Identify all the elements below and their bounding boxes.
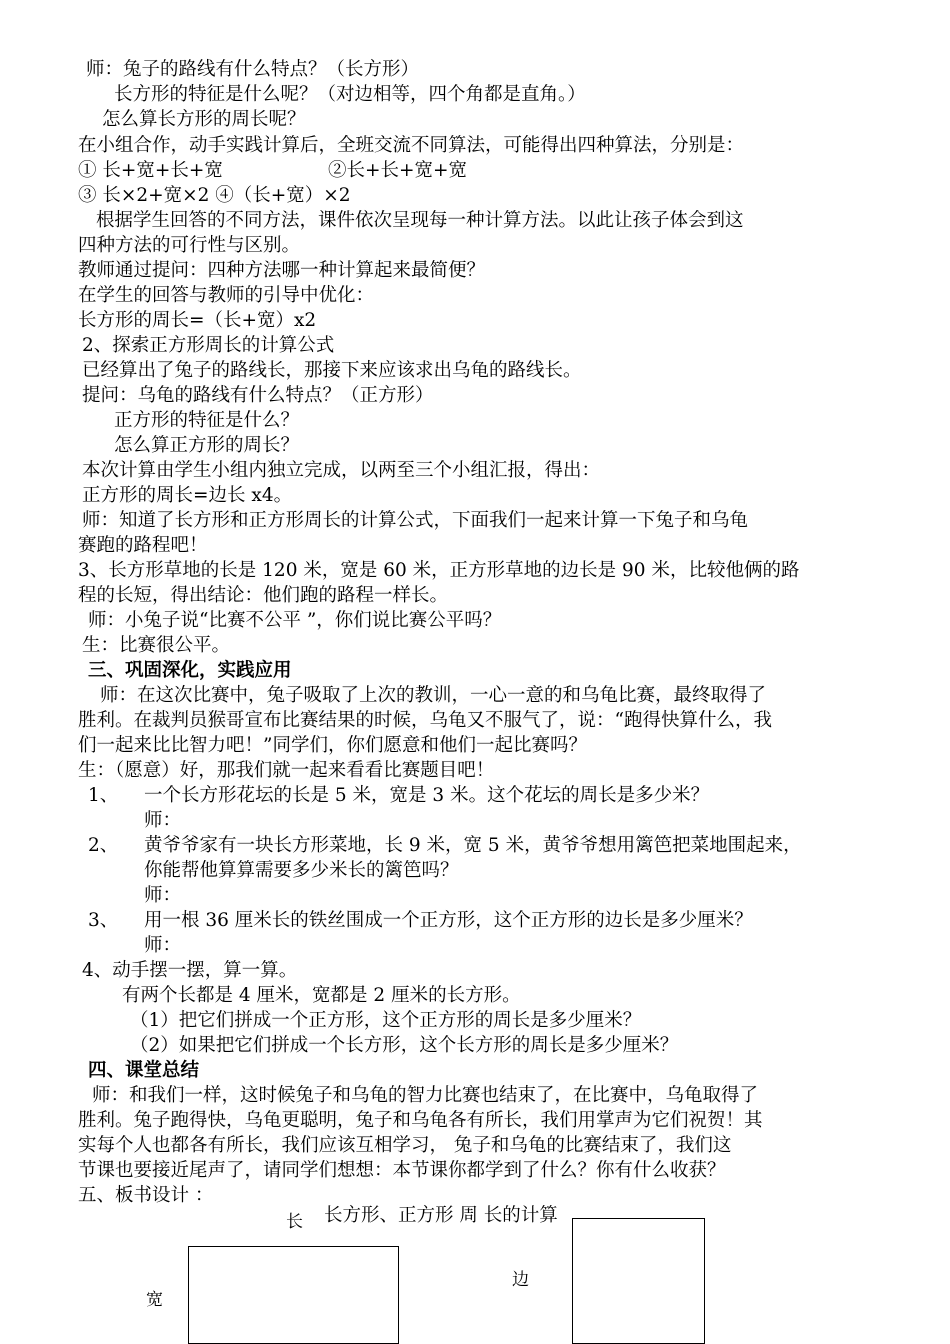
text-line: 3、长方形草地的长是 120 米，宽是 60 米，正方形草地的边长是 90 米，比较他俩的路: [78, 560, 800, 581]
text-line: 怎么算正方形的周长？: [114, 435, 300, 456]
text-line: 在小组合作，动手实践计算后，全班交流不同算法，可能得出四种算法，分别是：: [78, 135, 745, 156]
text-line: 本次计算由学生小组内独立完成，以两至三个小组汇报，得出：: [82, 460, 601, 481]
text-line: 生：比赛很公平。: [82, 635, 231, 656]
text-line: 根据学生回答的不同方法，课件依次呈现每一种计算方法。以此让孩子体会到这: [96, 210, 744, 231]
text-line: 师：: [144, 885, 182, 906]
text-line: 师：: [144, 935, 182, 956]
text-line: ②长+长+宽+宽: [328, 160, 468, 181]
square-side-label: 边: [512, 1270, 529, 1290]
text-line: （2）如果把它们拼成一个长方形，这个长方形的周长是多少厘米？: [130, 1035, 679, 1056]
text-line: 你能帮他算算需要多少米长的篱笆吗？: [144, 860, 459, 881]
text-line: （1）把它们拼成一个正方形，这个正方形的周长是多少厘米？: [130, 1010, 642, 1031]
text-line: 正方形的周长=边长 x4。: [82, 485, 293, 506]
text-line: 程的长短，得出结论：他们跑的路程一样长。: [78, 585, 449, 606]
text-line: 2、探索正方形周长的计算公式: [82, 335, 335, 356]
text-line: 胜利。在裁判员猴哥宣布比赛结果的时候，乌龟又不服气了，说：“跑得快算什么，我: [78, 710, 772, 731]
list-number: 2、: [88, 835, 119, 856]
rectangle-figure: [188, 1246, 399, 1344]
rect-length-label: 长: [286, 1212, 303, 1232]
text-line: 节课也要接近尾声了，请同学们想想：本节课你都学到了什么？你有什么收获？: [78, 1160, 726, 1181]
text-line: 四种方法的可行性与区别。: [78, 235, 301, 256]
rect-width-label: 宽: [146, 1290, 163, 1310]
text-line: 师：和我们一样，这时候兔子和乌龟的智力比赛也结束了，在比赛中，乌龟取得了: [92, 1085, 759, 1106]
text-line: 一个长方形花坛的长是 5 米，宽是 3 米。这个花坛的周长是多少米？: [144, 785, 710, 806]
text-line: 长方形的周长=（长+宽）x2: [78, 310, 317, 331]
text-line: 正方形的特征是什么？: [114, 410, 300, 431]
text-line: 赛跑的路程吧！: [78, 535, 208, 556]
text-line: 提问：乌龟的路线有什么特点？（正方形）: [82, 385, 434, 406]
section-heading: 三、巩固深化，实践应用: [88, 660, 292, 681]
text-line: 长方形的特征是什么呢？（对边相等，四个角都是直角。）: [114, 84, 586, 105]
board-title: 长方形、正方形 周 长的计算: [324, 1205, 558, 1226]
list-number: 3、: [88, 910, 119, 931]
text-line: 们一起来比比智力吧！”同学们，你们愿意和他们一起比赛吗？: [78, 735, 587, 756]
text-line: 已经算出了兔子的路线长，那接下来应该求出乌龟的路线长。: [82, 360, 582, 381]
text-line: 有两个长都是 4 厘米，宽都是 2 厘米的长方形。: [122, 985, 521, 1006]
square-figure: [572, 1218, 705, 1344]
text-line: 4、动手摆一摆，算一算。: [82, 960, 298, 981]
text-line: 师：: [144, 810, 182, 831]
text-line: ① 长+宽+长+宽: [78, 160, 223, 181]
text-line: 怎么算长方形的周长呢？: [102, 109, 306, 130]
text-line: 在学生的回答与教师的引导中优化：: [78, 285, 375, 306]
text-line: 师：在这次比赛中，兔子吸取了上次的教训，一心一意的和乌龟比赛，最终取得了: [100, 685, 767, 706]
text-line: 用一根 36 厘米长的铁丝围成一个正方形，这个正方形的边长是多少厘米？: [144, 910, 753, 931]
text-line: 生：（愿意）好，那我们就一起来看看比赛题目吧！: [78, 760, 495, 781]
text-line: 胜利。兔子跑得快，乌龟更聪明，兔子和乌龟各有所长，我们用掌声为它们祝贺！其: [78, 1110, 763, 1131]
text-line: 五、板书设计 ：: [78, 1185, 214, 1206]
list-number: 1、: [88, 785, 119, 806]
text-line: 黄爷爷家有一块长方形菜地，长 9 米，宽 5 米，黄爷爷想用篱笆把菜地围起来，: [144, 835, 802, 856]
text-line: 实每个人也都各有所长，我们应该互相学习， 兔子和乌龟的比赛结束了，我们这: [78, 1135, 732, 1156]
text-line: 师：知道了长方形和正方形周长的计算公式，下面我们一起来计算一下兔子和乌龟: [82, 510, 749, 531]
text-line: 师：兔子的路线有什么特点？（长方形）: [86, 59, 420, 80]
text-line: ③ 长×2+宽×2 ④（长+宽）×2: [78, 185, 351, 206]
text-line: 师：小兔子说“比赛不公平 ”，你们说比赛公平吗？: [88, 610, 502, 631]
text-line: 教师通过提问：四种方法哪一种计算起来最简便？: [78, 260, 486, 281]
section-heading: 四、课堂总结: [88, 1060, 200, 1081]
